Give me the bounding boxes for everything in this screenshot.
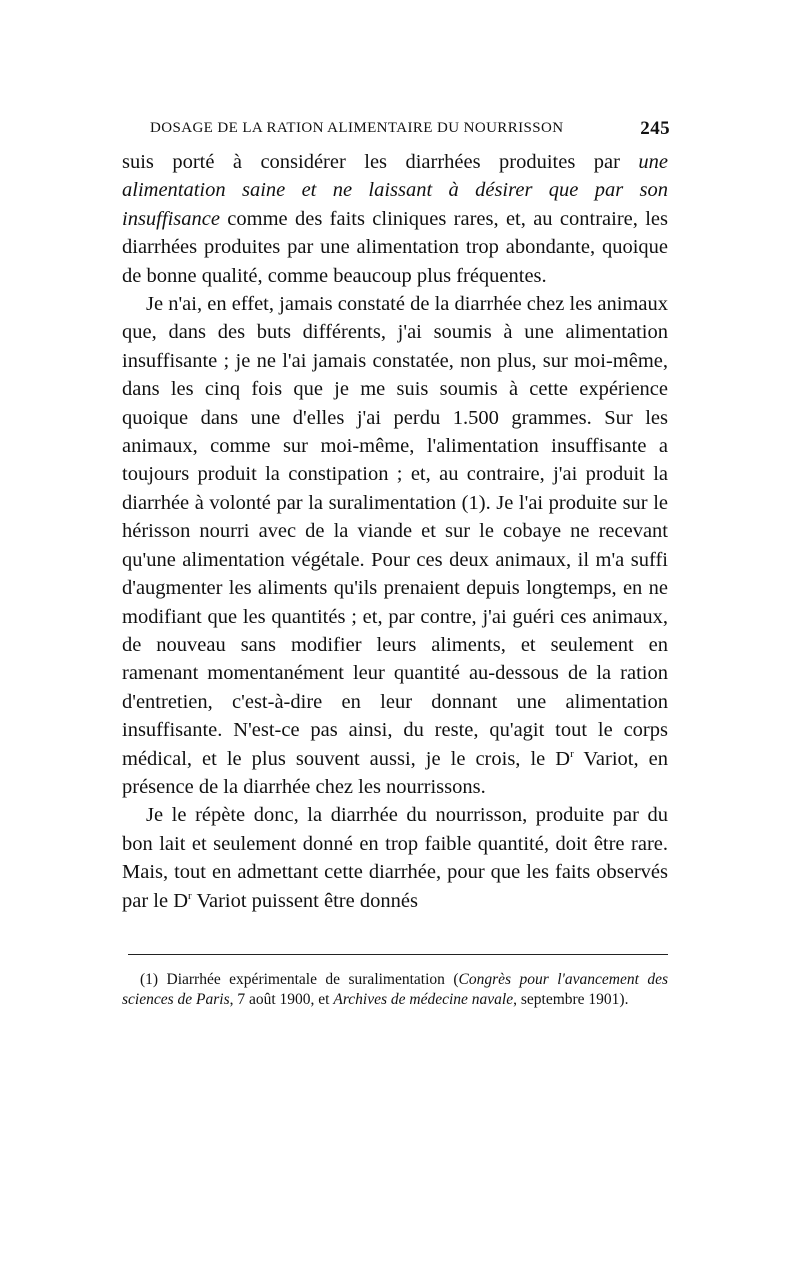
paragraph-1: [122, 148, 668, 290]
footnote-italic-2: Archives de médecine navale: [333, 991, 514, 1008]
footnote-rule: [128, 954, 668, 955]
footnote-italic-1: Congrès pour l'avancement des sciences de Paris: [122, 971, 668, 1008]
footnote: [122, 970, 668, 1010]
footnote-text-b: , 7 août 1900, et: [229, 991, 334, 1008]
paragraph-2-text-a: Je n'ai, en effet, jamais constaté de la diarrhée chez les animaux que, dans des buts différents, j'ai soumis à une alimentation insuffisante ; je ne l'ai jamais constatée, non plus, sur moi-même, dans les cinq fois que je me suis soumis à cette expérience quoique dans une d'elles j'ai perdu 1.500 grammes. Sur les animaux, comme sur moi-même, l'alimentation insuffisante a toujours produit la constipation ; et, au contraire, j'ai produit la diarrhée à volonté par la suralimentation (1). Je l'ai produite sur le hérisson nourri avec de la viande et sur le cobaye ne recevant qu'une alimentation végétale. Pour ces deux animaux, il m'a suffi d'augmenter les aliments qu'ils prenaient depuis longtemps, en ne modifiant que les quantités ; et, par contre, j'ai guéri ces animaux, de nouveau sans modifier leurs aliments, et seulement en ramenant momentanément leur quantité au-dessous de la ration d'entretien, c'est-à-dire en leur donnant une alimentation insuffisante. N'est-ce pas ainsi, du reste, qu'agit tout le corps médical, et le plus souvent aussi, je le crois, le D: [122, 293, 668, 770]
running-head: [150, 118, 670, 140]
paragraph-2-superscript: r: [570, 747, 574, 760]
paragraph-3-text-a: Je le répète donc, la diarrhée du nourrisson, produite par du bon lait et seulement donné en trop faible quantité, doit être rare. Mais, tout en admettant cette diarrhée, pour que les faits observés par le D: [122, 804, 668, 912]
paragraph-3-text-b: Variot puissent être donnés: [191, 889, 418, 912]
paragraph-3: [122, 801, 668, 915]
paragraph-1-italic: une alimentation saine et ne laissant à désirer que par son insuffisance: [122, 151, 668, 230]
paragraph-2: [122, 290, 668, 801]
body-text: [122, 148, 668, 915]
paragraph-3-superscript: r: [188, 889, 192, 902]
paragraph-1-text-b: comme des faits cliniques rares, et, au contraire, les diarrhées produites par une alimentation trop abondante, quoique de bonne qualité, comme beaucoup plus fréquentes.: [122, 207, 668, 287]
paragraph-1-text-a: suis porté à considérer les diarrhées produites par: [122, 151, 639, 173]
footnote-text-c: , septembre 1901).: [513, 991, 629, 1008]
page-number: 245: [640, 118, 670, 139]
running-title: DOSAGE DE LA RATION ALIMENTAIRE DU NOURRISSON: [150, 120, 564, 136]
footnote-text-a: (1) Diarrhée expérimentale de suralimentation (: [140, 971, 459, 988]
paragraph-2-text-b: Variot, en présence de la diarrhée chez les nourrissons.: [122, 747, 668, 798]
